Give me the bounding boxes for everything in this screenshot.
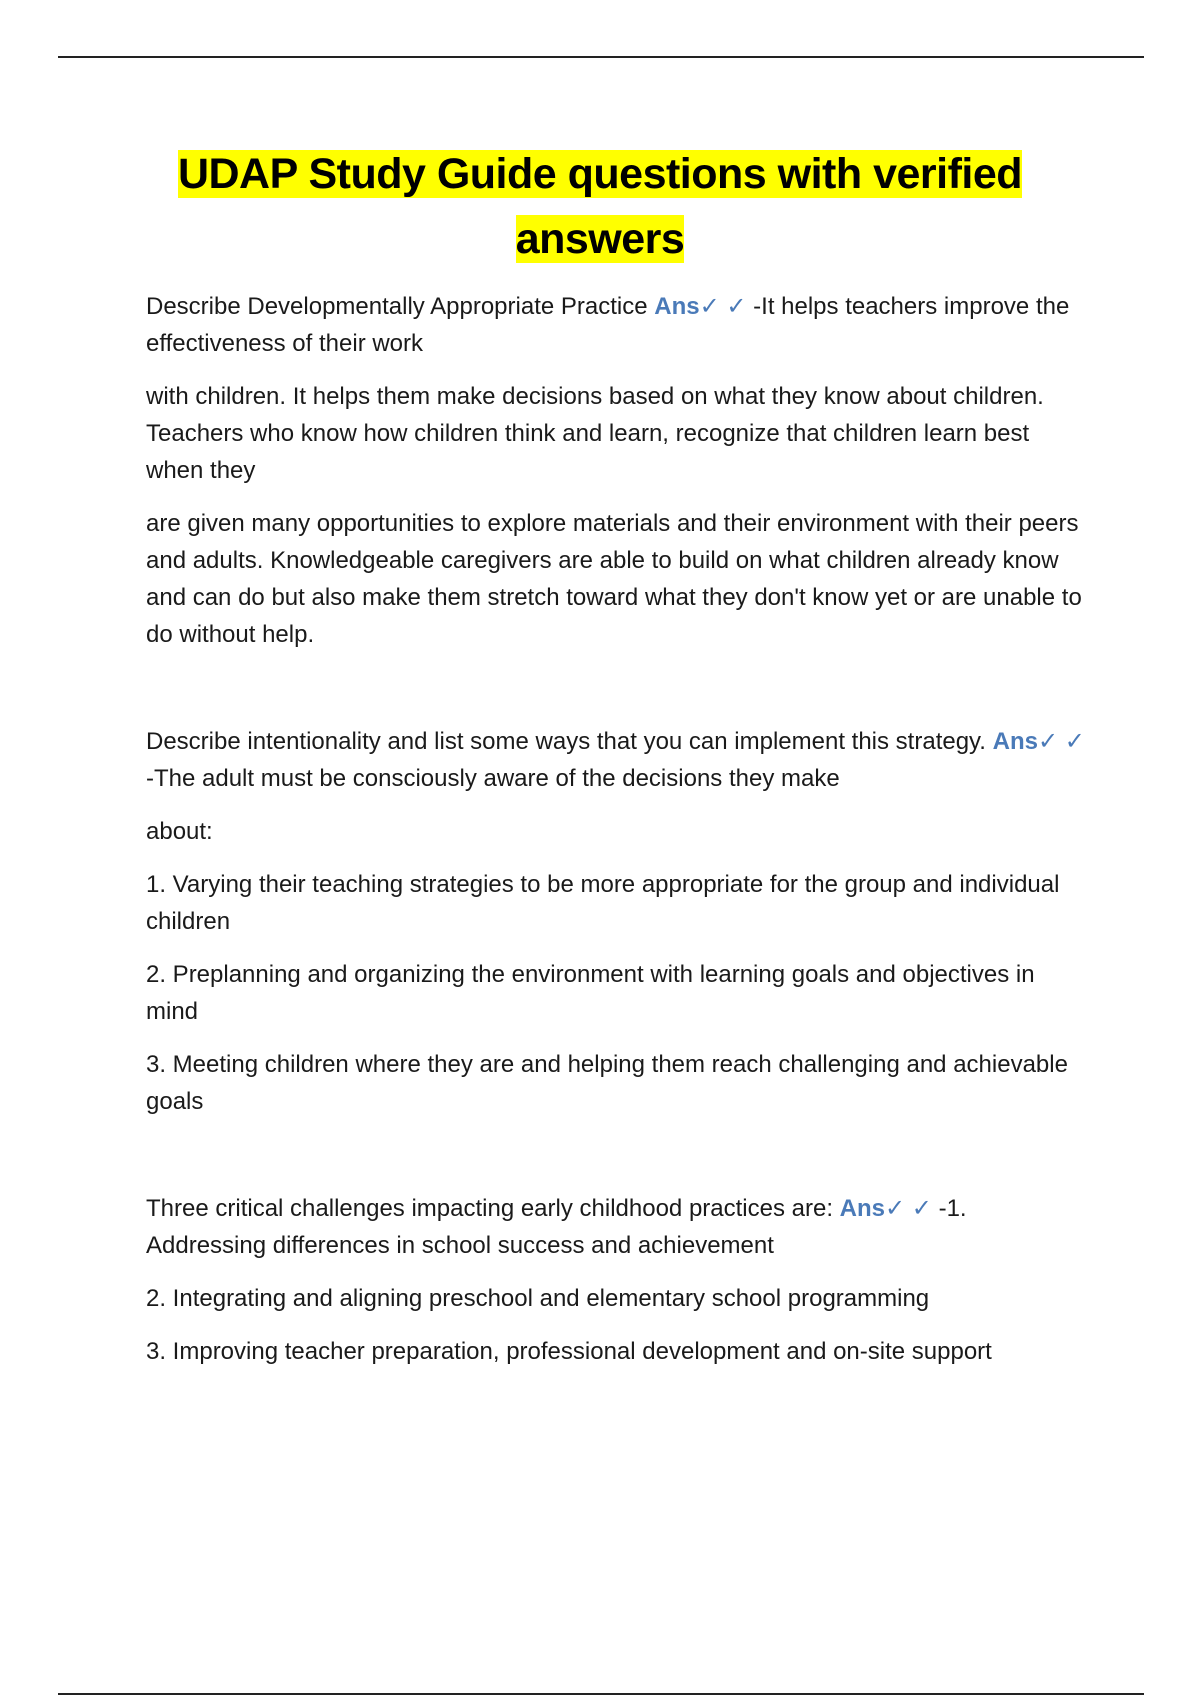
check-icon: ✓ ✓ bbox=[885, 1195, 932, 1222]
question-text: Describe intentionality and list some ways that you can implement this strategy. bbox=[146, 728, 993, 755]
check-icon: ✓ ✓ bbox=[699, 293, 747, 320]
qa-2-question bbox=[146, 723, 1086, 797]
qa-3-list-item: 2. Integrating and aligning preschool and elementary school programming bbox=[146, 1285, 930, 1312]
check-icon: ✓ ✓ bbox=[1037, 728, 1085, 755]
section-spacer bbox=[146, 669, 1086, 723]
question-text: Three critical challenges impacting early childhood practices are: bbox=[146, 1195, 840, 1222]
qa-3-question bbox=[146, 1190, 1086, 1264]
document-body bbox=[146, 288, 1086, 1386]
qa-1-paragraph: are given many opportunities to explore materials and their environment with their peers and adults. Knowledgeable caregivers are able to build on what children already know and can do but also make them stretch toward what they don't know yet or are unable to do without help. bbox=[146, 510, 1082, 648]
question-text: Describe Developmentally Appropriate Practice bbox=[146, 293, 655, 320]
section-spacer bbox=[146, 1136, 1086, 1190]
answer-text: -The adult must be consciously aware of the decisions they make bbox=[146, 765, 840, 792]
qa-3-list-item: 3. Improving teacher preparation, professional development and on-site support bbox=[146, 1338, 992, 1365]
answer-text: -1. Addressing differences in school success and achievement bbox=[146, 1195, 967, 1259]
qa-2-list-item: 1. Varying their teaching strategies to be more appropriate for the group and individual children bbox=[146, 871, 1060, 935]
top-rule bbox=[58, 56, 1144, 58]
answer-marker: Ans bbox=[992, 728, 1038, 755]
title-block bbox=[120, 142, 1080, 272]
qa-2-paragraph: about: bbox=[146, 818, 213, 845]
qa-2-list-item: 2. Preplanning and organizing the environment with learning goals and objectives in mind bbox=[146, 961, 1035, 1025]
answer-marker: Ans bbox=[654, 293, 700, 320]
qa-1-paragraph: with children. It helps them make decisions based on what they know about children. Teachers who know how children think and learn, recognize that children learn best when they bbox=[146, 383, 1044, 484]
qa-1-question bbox=[146, 288, 1086, 362]
answer-marker: Ans bbox=[839, 1195, 886, 1222]
answer-text: -It helps teachers improve the effectiveness of their work bbox=[146, 293, 1070, 357]
bottom-rule bbox=[58, 1693, 1144, 1695]
qa-2-list-item: 3. Meeting children where they are and helping them reach challenging and achievable goals bbox=[146, 1051, 1068, 1115]
document-title: UDAP Study Guide questions with verified answers bbox=[177, 150, 1023, 263]
